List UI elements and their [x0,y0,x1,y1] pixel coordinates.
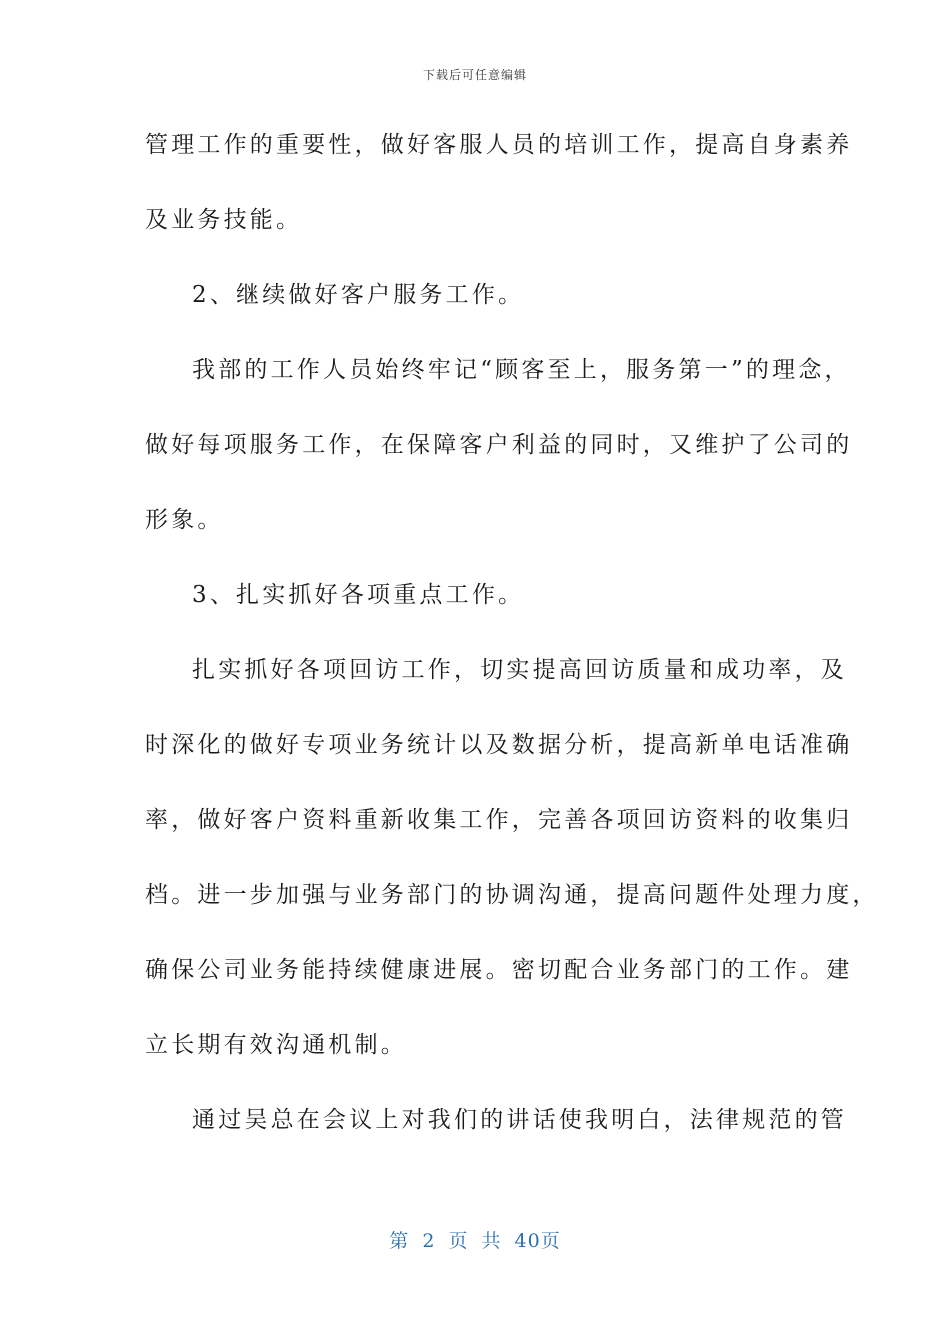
section-heading-2: 2、继续做好客户服务工作。 [192,282,525,308]
text-line-5: 做好每项服务工作，在保障客户利益的同时，又维护了公司的 [145,432,853,458]
document-body [145,126,879,1176]
text-line-2: 及业务技能。 [145,207,303,233]
text-line-13: 立长期有效沟通机制。 [145,1032,407,1058]
text-line-6: 形象。 [145,507,224,533]
page-header: 下载后可任意编辑 [422,68,527,82]
section-heading-3: 3、扎实抓好各项重点工作。 [192,582,525,608]
text-line-4: 我部的工作人员始终牢记“顾客至上，服务第一”的理念， [192,357,851,383]
text-line-1: 管理工作的重要性，做好客服人员的培训工作，提高自身素养 [145,132,853,158]
text-line-8: 扎实抓好各项回访工作，切实提高回访质量和成功率，及 [192,657,847,683]
page-number-footer: 第 2 页 共 40页 [389,1230,561,1252]
text-line-14: 通过吴总在会议上对我们的讲话使我明白，法律规范的管 [192,1107,847,1133]
text-line-11: 档。进一步加强与业务部门的协调沟通，提高问题件处理力度， [145,882,879,908]
text-line-12: 确保公司业务能持续健康进展。密切配合业务部门的工作。建 [145,957,853,983]
text-line-10: 率，做好客户资料重新收集工作，完善各项回访资料的收集归 [145,807,853,833]
text-line-9: 时深化的做好专项业务统计以及数据分析，提高新单电话准确 [145,732,853,758]
